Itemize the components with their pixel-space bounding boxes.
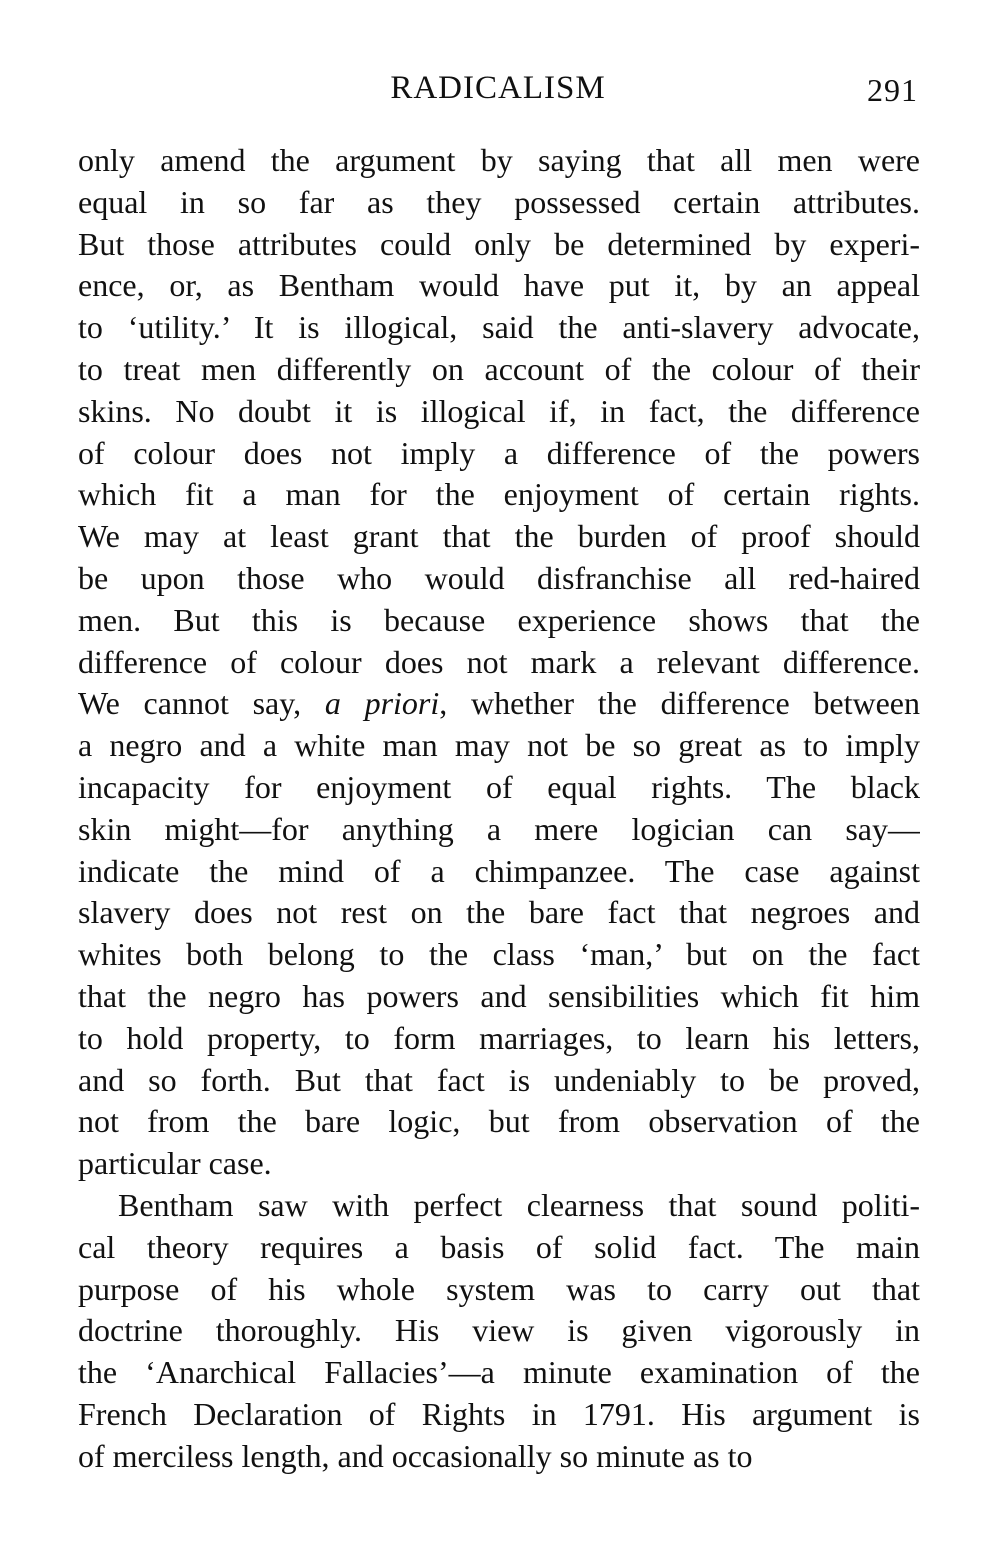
text-line: skin might—for anything a mere logician can say— — [78, 810, 920, 847]
text-line: difference of colour does not mark a relevant difference. — [78, 643, 920, 680]
text-line: of merciless length, and occasionally so minute as to — [78, 1437, 753, 1474]
text-line: that the negro has powers and sensibilities which fit him — [78, 977, 920, 1014]
text-line: of colour does not imply a difference of the powers — [78, 434, 920, 471]
text-line: men. But this is because experience shows that the — [78, 601, 920, 638]
text-line: doctrine thoroughly. His view is given vigorously in — [78, 1312, 920, 1349]
text-line: whites both belong to the class ‘man,’ but on the fact — [78, 936, 920, 973]
text-line: a negro and a white man may not be so great as to imply — [78, 727, 920, 764]
text-segment: , whether the difference between — [439, 685, 920, 722]
text-line: particular case. — [78, 1145, 272, 1182]
running-title: RADICALISM — [390, 70, 606, 106]
text-line: the ‘Anarchical Fallacies’—a minute examination of the — [78, 1354, 920, 1391]
text-line: and so forth. But that fact is undeniably to be proved, — [78, 1061, 920, 1098]
running-head — [78, 70, 918, 114]
text-line: cal theory requires a basis of solid fact. The main — [78, 1228, 920, 1265]
text-line: slavery does not rest on the bare fact that negroes and — [78, 894, 920, 931]
text-line: purpose of his whole system was to carry out that — [78, 1270, 920, 1307]
text-line: ence, or, as Bentham would have put it, by an appeal — [78, 267, 920, 304]
text-line: only amend the argument by saying that all men were — [78, 142, 920, 178]
text-line: equal in so far as they possessed certain attributes. — [78, 183, 920, 220]
text-line: Bentham saw with perfect clearness that sound politi- — [118, 1186, 920, 1223]
text-line: not from the bare logic, but from observation of the — [78, 1103, 920, 1140]
italic-phrase: a priori — [324, 685, 440, 722]
paragraph-2 — [78, 1185, 920, 1478]
text-line: incapacity for enjoyment of equal rights. The black — [78, 768, 920, 805]
text-line: to ‘utility.’ It is illogical, said the anti-slavery advocate, — [78, 309, 920, 346]
page-number: 291 — [867, 72, 918, 108]
text-line: French Declaration of Rights in 1791. His argument is — [78, 1395, 920, 1432]
paragraph-1 — [78, 140, 920, 1185]
text-line: But those attributes could only be determined by experi- — [78, 225, 920, 262]
text-line: We may at least grant that the burden of proof should — [78, 518, 920, 555]
body-text — [78, 140, 920, 1478]
text-line: indicate the mind of a chimpanzee. The case against — [78, 852, 920, 889]
text-line: which fit a man for the enjoyment of certain rights. — [78, 476, 920, 513]
text-line: to hold property, to form marriages, to learn his letters, — [78, 1019, 920, 1056]
text-line: be upon those who would disfranchise all red-haired — [78, 559, 920, 596]
text-line: to treat men differently on account of the colour of their — [78, 350, 920, 387]
text-segment: We cannot say, — [78, 685, 325, 722]
text-line — [78, 683, 920, 725]
text-line: skins. No doubt it is illogical if, in fact, the difference — [78, 392, 920, 429]
